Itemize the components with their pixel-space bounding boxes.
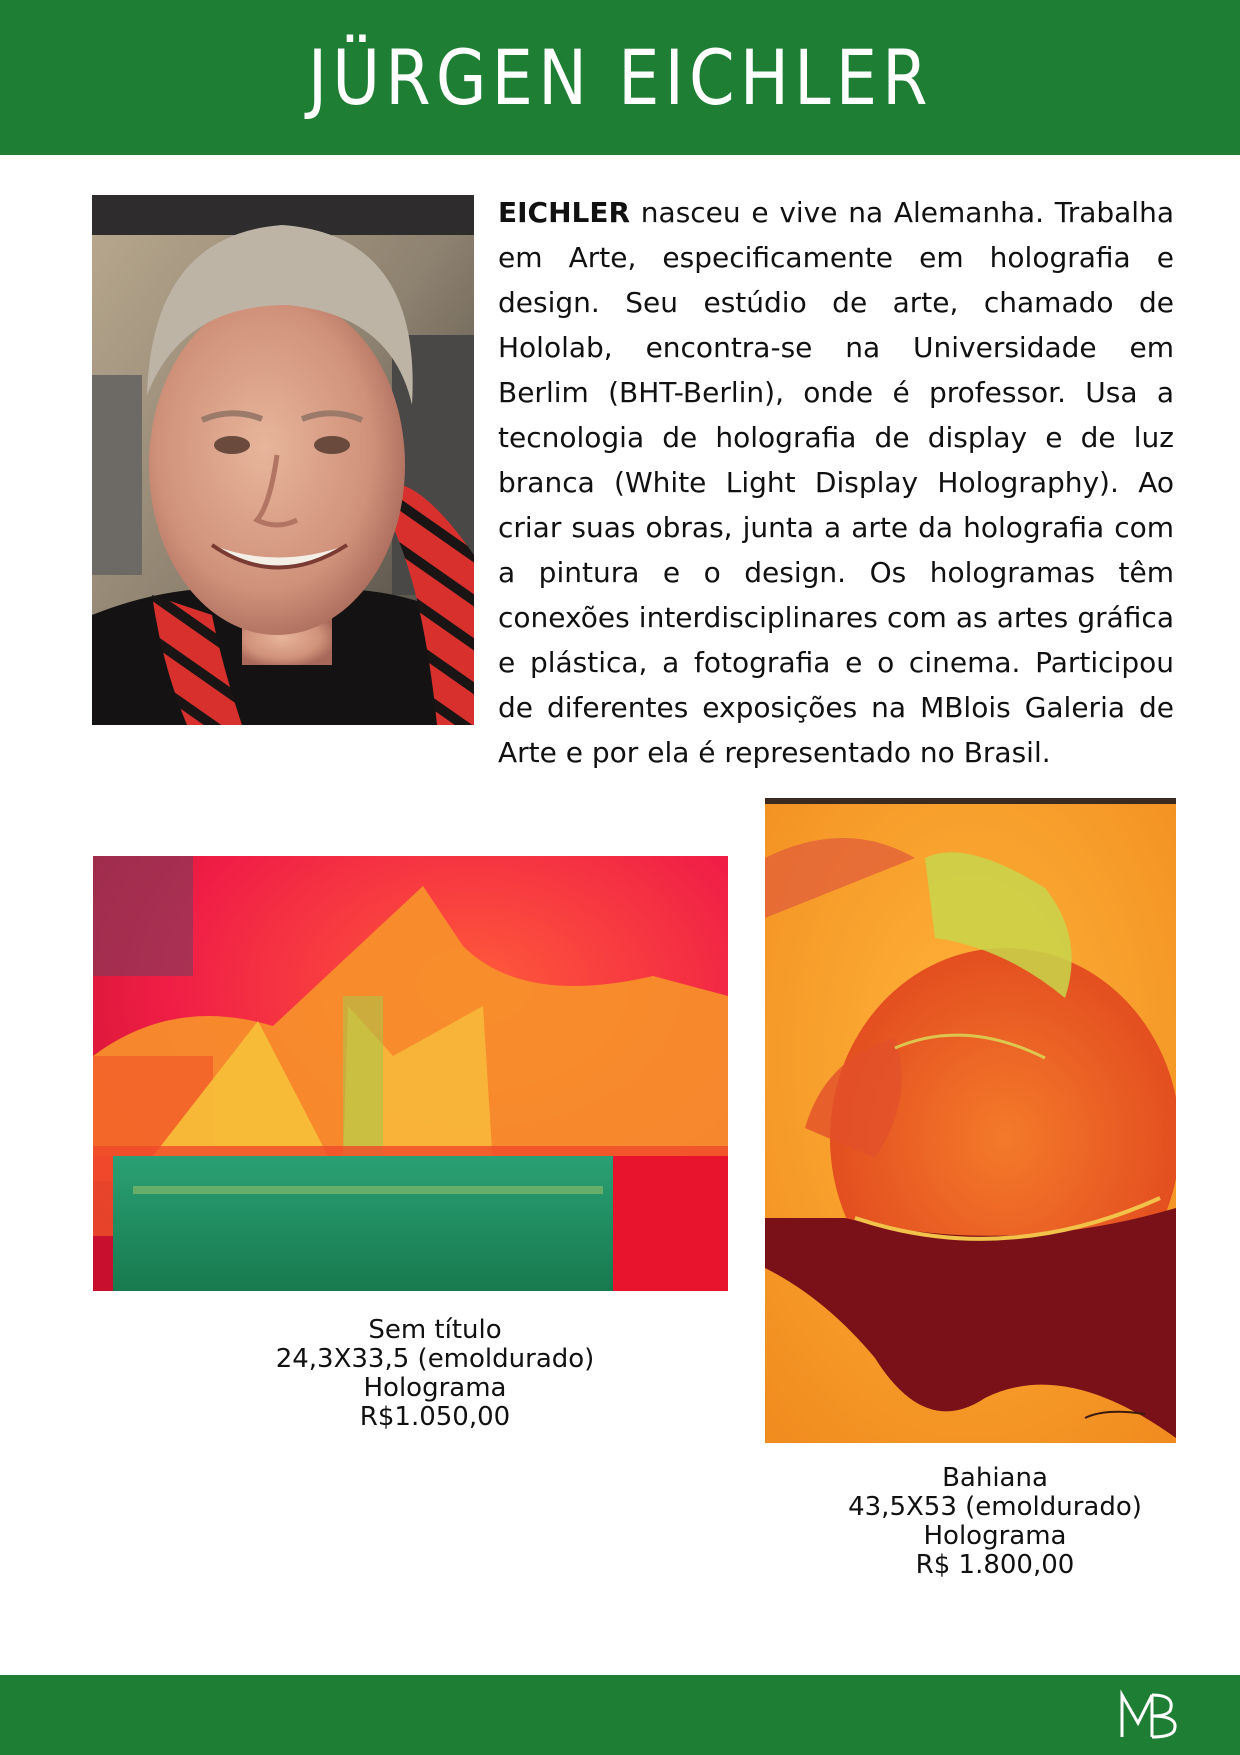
artwork-sem-titulo-caption xyxy=(185,1316,685,1432)
artwork-price: R$ 1.800,00 xyxy=(915,1550,1075,1580)
artwork-medium: Holograma xyxy=(363,1373,507,1403)
artwork-medium: Holograma xyxy=(923,1521,1067,1551)
hologram-landscape-image xyxy=(93,856,728,1291)
mb-monogram-icon xyxy=(1118,1689,1182,1741)
artwork-price: R$1.050,00 xyxy=(359,1402,511,1432)
hologram-bahiana-image xyxy=(765,798,1176,1443)
artist-name-title: JÜRGEN EICHLER xyxy=(307,33,933,122)
artwork-title: Sem título xyxy=(368,1315,502,1345)
page-footer xyxy=(0,1675,1240,1755)
artwork-bahiana-caption xyxy=(745,1464,1240,1580)
artwork-dimensions: 24,3X33,5 (emoldurado) xyxy=(275,1344,595,1374)
artwork-dimensions: 43,5X53 (emoldurado) xyxy=(848,1492,1142,1522)
bio-text: nasceu e vive na Alemanha. Trabalha em Arte, especificamente em holografia e design. Seu estúdio de arte, chamado de Hololab, encontra-se na Universidade em Berlim (BHT-Berlin), onde é professor. Usa a tecnologia de holografia de display e de luz branca (White Light Display Holography). Ao criar suas obras, junta a arte da holografia com a pintura e o design. Os hologramas têm conexões interdisciplinares com as artes gráfica e plástica, a fotografia e o cinema. Participou de diferentes exposições na MBlois Galeria de Arte e por ela é representado no Brasil. xyxy=(498,196,1174,769)
page-header xyxy=(0,0,1240,155)
artist-biography xyxy=(498,190,1174,775)
bio-artist-name: EICHLER xyxy=(498,196,631,229)
artwork-bahiana-image xyxy=(765,798,1176,1443)
artwork-title: Bahiana xyxy=(942,1463,1048,1493)
artwork-sem-titulo-image xyxy=(93,856,728,1291)
portrait-image xyxy=(92,195,474,725)
artist-portrait xyxy=(92,195,474,725)
